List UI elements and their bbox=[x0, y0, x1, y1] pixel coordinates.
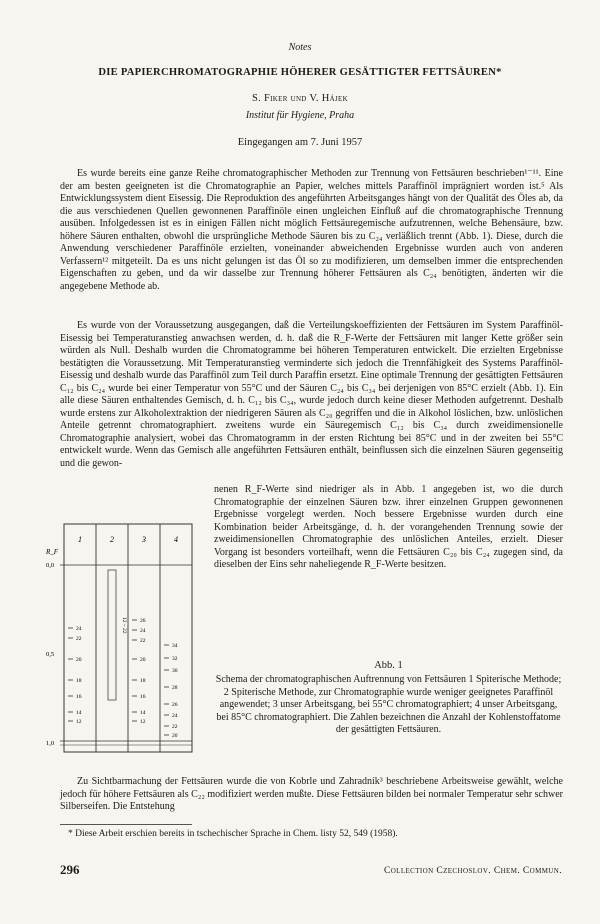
running-head: Notes bbox=[288, 42, 312, 53]
received-date: Eingegangen am 7. Juni 1957 bbox=[237, 137, 363, 148]
lane-label-4: 4 bbox=[174, 535, 178, 544]
authors: S. Fiker und V. Hájek bbox=[252, 93, 348, 104]
spot-label: 24 bbox=[140, 628, 146, 634]
lane-2-streak bbox=[108, 570, 116, 700]
spot-label: 22 bbox=[140, 638, 146, 644]
spot-label: 20 bbox=[76, 657, 82, 663]
paragraph-2: Es wurde von der Voraussetzung ausgegangen, daß die Verteilungskoeffizienten der Fettsäuren im System Paraffinöl-Eisessig bei Temperaturanstieg anwachsen werden, d. h. daß die R_F-Werte der Fettsäuren mit langer Kette größer sein würden als Null. Deshalb wurden die Chromatogramme bei höheren Temperaturen entwickelt. Die erzielten Ergebnisse bestätigten die Voraussetzung. Mit Temperaturanstieg verminderte sich jedoch die Trennfähigkeit des Systems Paraffinöl-Eisessig und deshalb wurde das Paraffinöl zum Teil durch Paraffin ersetzt. Eine optimale Trennung der gesättigten Fettsäuren C₁₂ bis C₂₄ wurde bei einer Temperatur von 55°C und der Säuren C₂₄ bis C₃₄ bei derjenigen von 85°C erzielt (Abb. 1). Ein alle diese Säuren enthaltendes Gemisch, d. h. C₁₂ bis C₃₄, wurde jedoch durch keine dieser Methoden aufgetrennt. Deshalb wurde erstens zur Alkoholextraktion der niedrigeren Säuren als C₂₀ gegriffen und die in Alkohol löslichen, bzw. unlöslichen Anteile getrennt chromatographiert. zweitens wurde ein Säuregemisch C₁₂ bis C₃₄ durch zweidimensionelle Chromatographie analysiert, wobei das Chromatogramm in der ersten Richtung bei 85°C und in der zweiten bei 55°C entwickelt wurde. Wenn das Gemisch alle angeführten Fettsäuren enthält, beinflussen sich die einzelnen Säuren gegenseitig und die gewon- bbox=[60, 320, 563, 469]
spot-label: 20 bbox=[172, 733, 178, 739]
lane-label-3: 3 bbox=[142, 535, 146, 544]
spot-group bbox=[68, 618, 178, 739]
spot-label: 24 bbox=[172, 713, 178, 719]
rf-tick-05: 0,5 bbox=[46, 651, 55, 658]
lane-2-streak-label: 12 – 22 bbox=[121, 617, 127, 634]
lane-label-1: 1 bbox=[78, 535, 82, 544]
chromatogram-figure bbox=[34, 512, 202, 760]
spot-label: 20 bbox=[140, 657, 146, 663]
spot-label: 34 bbox=[172, 643, 178, 649]
spot-label: 30 bbox=[172, 668, 178, 674]
figure-caption: Schema der chromatographischen Auftrennung von Fettsäuren 1 Spiterische Methode; 2 Spiterische Methode, zur Chromatographie wurde weniger geeignetes Paraffinöl angewendet; 3 unser Arbeitsgang, bei 55°C chromatographiert; 4 unser Arbeitsgang, bei 85°C chromatographiert. Die Zahlen bezeichnen die Anzahl der Kohlenstoffatome der gesättigten Fettsäuren. bbox=[215, 674, 562, 735]
page-number: 296 bbox=[60, 862, 80, 877]
spot-label: 32 bbox=[172, 656, 178, 662]
article-title: DIE PAPIERCHROMATOGRAPHIE HÖHERER GESÄTTIGTER FETTSÄUREN* bbox=[98, 67, 502, 78]
rf-tick-0: 0,0 bbox=[46, 562, 55, 569]
spot-label: 14 bbox=[140, 710, 146, 716]
paragraph-1: Es wurde bereits eine ganze Reihe chromatographischer Methoden zur Trennung von Fettsäuren beschrieben¹⁻¹¹. Eine der am besten geeigneten ist die Chromatographie an Papier, welches mittels Paraffinöl imprägniert worden ist.⁵ Als Entwicklungssystem dient Eisessig. Die Reproduktion des angeführten Arbeitsganges hängt von der Qualität des Öles ab, da die aus verschiedenen Quellen gewonnenen Paraffinöle einen ungleichen Einfluß auf die chromatographische Trennung ausüben. Infolgedessen ist es in einigen Fällen nicht möglich Fettsäuregemische aufzutrennen, welche Behensäure, bzw. höhere Säuren enthalten, obwohl die ursprüngliche Methode Säuren bis zu C₂₄ verläßlich trennt (Abb. 1). Diese, durch die Anwendung verschiedener Paraffinöle erzielten, voneinander abweichenden Ergebnisse wurden auch von anderen Verfassern¹² mitgeteilt. Da es uns nicht gelungen ist das Öl so zu modifizieren, um demselben immer die entsprechenden Eigenschaften zu geben, und da wir dasselbe zur Trennung höherer Fettsäuren als C₂₄ benötigten, änderten wir die angegebene Methode ab. bbox=[60, 168, 563, 292]
rf-axis-label: R_F bbox=[46, 548, 59, 556]
spot-label: 24 bbox=[76, 626, 82, 632]
rf-tick-1: 1,0 bbox=[46, 740, 55, 747]
figure-caption-title: Abb. 1 bbox=[374, 660, 403, 671]
spot-label: 18 bbox=[140, 678, 146, 684]
spot-label: 22 bbox=[172, 724, 178, 730]
spot-label: 18 bbox=[76, 678, 82, 684]
spot-label: 16 bbox=[76, 694, 82, 700]
spot-label: 14 bbox=[76, 710, 82, 716]
footnote-rule bbox=[60, 824, 192, 825]
spot-label: 22 bbox=[76, 636, 82, 642]
paragraph-2-continued: nenen R_F-Werte sind niedriger als in Abb. 1 angegeben ist, wo die durch Chromatographie der einzelnen Säuren bzw. ihrer einzelnen Gruppen gewonnenen Ergebnisse vorgelegt werden. Noch bessere Ergebnisse wurden durch eine Kombination beider Arbeitsgänge, d. h. der vorangehenden Trennung sowie der zweidimensionellen Chromatographie des unlöslichen Anteiles, erzielt. Dieser Vorgang ist besonders vorteilhaft, wenn die Fettsäuren C₂₀ bis C₂₄ zugegen sind, da dieselben der Eins sehr naheliegende R_F-Werte besitzen. bbox=[214, 484, 563, 570]
lane-label-2: 2 bbox=[110, 535, 114, 544]
spot-label: 28 bbox=[172, 685, 178, 691]
spot-label: 26 bbox=[140, 618, 146, 624]
spot-label: 12 bbox=[76, 719, 82, 725]
journal-name: Collection Czechoslov. Chem. Commun. bbox=[383, 866, 562, 876]
affiliation: Institut für Hygiene, Praha bbox=[245, 110, 355, 121]
spot-label: 26 bbox=[172, 702, 178, 708]
footnote: * Diese Arbeit erschien bereits in tschechischer Sprache in Chem. listy 52, 549 (1958). bbox=[68, 829, 398, 839]
spot-label: 12 bbox=[140, 719, 146, 725]
paragraph-3: Zu Sichtbarmachung der Fettsäuren wurde die von Kobrle und Zahradník³ beschriebene Arbeitsweise gewählt, welche jedoch für höhere Fettsäuren als C₂₂ modifiziert werden mußte. Diese Fettsäuren bilden bei normaler Temperatur sehr schwer Silberseifen. Die Entstehung bbox=[60, 776, 563, 812]
spot-label: 16 bbox=[140, 694, 146, 700]
